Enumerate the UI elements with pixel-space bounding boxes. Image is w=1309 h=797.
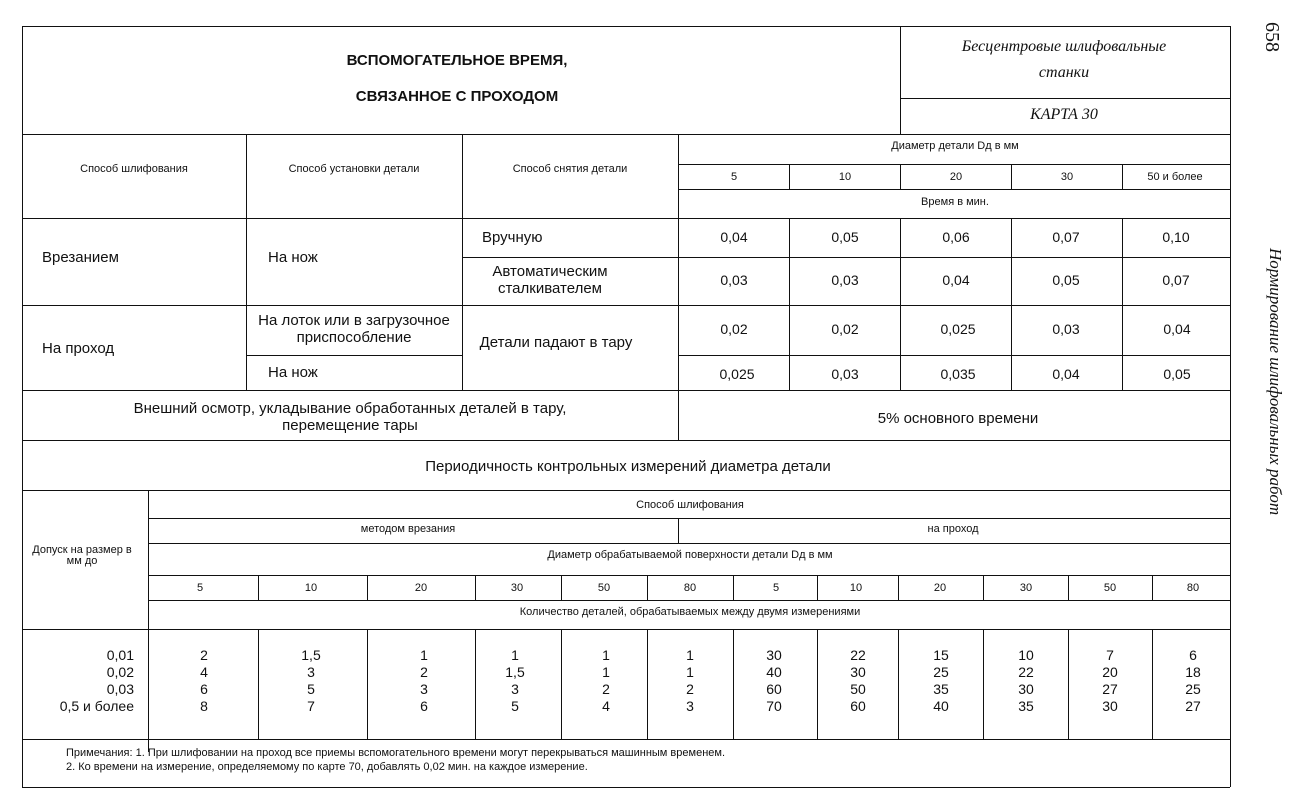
- t1-r2-c1: 0,03: [720, 272, 748, 288]
- t2-cell: 1: [511, 647, 519, 663]
- t1-r1-c2: 0,05: [831, 229, 859, 245]
- t1-r2-c4: 0,05: [1052, 272, 1080, 288]
- t2-d-div-9: [983, 575, 984, 600]
- t2-method-through: на проход: [927, 523, 979, 535]
- t2-cell: 30: [850, 664, 866, 680]
- t2-cell: 25: [1185, 681, 1201, 697]
- t2-cell: 50: [850, 681, 866, 697]
- t2-v-div-3: [475, 629, 476, 739]
- t2-tolerances: [60, 647, 134, 715]
- t2-cell: 6: [200, 681, 208, 697]
- t2-v-div-10: [1068, 629, 1069, 739]
- t1-diameter-10: 10: [838, 171, 852, 183]
- t2-cell: 3: [686, 698, 694, 714]
- t2-count-header: Количество деталей, обрабатываемых между двумя измерениями: [519, 606, 861, 618]
- note-2: 2. Ко времени на измерение, определяемому по карте 70, добавлять 0,02 мин. на каждое измерение.: [66, 761, 588, 773]
- t2-cell: 30: [766, 647, 782, 663]
- t1-r3-c4: 0,03: [1052, 321, 1080, 337]
- t2-cell: 2: [200, 647, 208, 663]
- t1-header-setup: Способ установки детали: [288, 163, 420, 175]
- t2-v-div-1: [258, 629, 259, 739]
- t1-r4-c3: 0,035: [940, 366, 976, 382]
- t2-v-div-11: [1152, 629, 1153, 739]
- t1-header-removal: Способ снятия детали: [512, 163, 628, 175]
- t2-bottom-line: [22, 739, 1230, 740]
- t2-cell: 1,5: [301, 647, 321, 663]
- frame-left-line: [22, 26, 23, 787]
- t1-r3-c5: 0,04: [1163, 321, 1191, 337]
- t2-cell: 4: [200, 664, 208, 680]
- t1-row4-line: [22, 390, 1230, 391]
- t1-col-line-3: [678, 134, 679, 440]
- t2-method-plunge: методом врезания: [360, 523, 456, 535]
- machine-type-line-2: станки: [1038, 64, 1090, 81]
- t2-v-div-2: [367, 629, 368, 739]
- t2-tolerance-divider: [148, 490, 149, 752]
- t2-tolerance-header: Допуск на размер в мм до: [32, 544, 132, 567]
- t2-header-bottom: [22, 629, 1230, 630]
- t2-title-bottom: [22, 490, 1230, 491]
- t2-col-12: [1185, 647, 1201, 715]
- t1-val-div-2: [900, 218, 901, 390]
- t1-removal-auto: Автоматическим сталкивателем: [492, 263, 608, 297]
- t2-d-div-3: [475, 575, 476, 600]
- t2-v-div-7: [817, 629, 818, 739]
- t2-d-div-1: [258, 575, 259, 600]
- t1-r1-c1: 0,04: [720, 229, 748, 245]
- t2-d-div-6: [733, 575, 734, 600]
- t1-hdr-div-4: [1122, 164, 1123, 189]
- t1-r2-c2: 0,03: [831, 272, 859, 288]
- card-divider: [900, 98, 1230, 99]
- title-line-2: СВЯЗАННОЕ С ПРОХОДОМ: [355, 88, 559, 105]
- t2-cell: 1: [686, 647, 694, 663]
- t2-cell: 10: [1018, 647, 1034, 663]
- t1-diameter-50-plus: 50 и более: [1147, 171, 1203, 183]
- t2-col-10: [1018, 647, 1034, 715]
- t2-v-div-4: [561, 629, 562, 739]
- t2-cell: 25: [933, 664, 949, 680]
- t2-d-9: 20: [933, 582, 947, 594]
- t2-method-header: Способ шлифования: [636, 499, 744, 511]
- t1-method-through: На проход: [42, 340, 115, 357]
- t2-d-div-5: [647, 575, 648, 600]
- frame-right-line: [1230, 26, 1231, 787]
- t1-setup-knife-1: На нож: [268, 249, 318, 266]
- t2-cell: 7: [1106, 647, 1114, 663]
- t1-inspection-value: 5% основного времени: [877, 410, 1039, 427]
- t2-cell: 8: [200, 698, 208, 714]
- t2-cell: 15: [933, 647, 949, 663]
- t2-cell: 4: [602, 698, 610, 714]
- t1-r4-c4: 0,04: [1052, 366, 1080, 382]
- t2-cell: 30: [1018, 681, 1034, 697]
- t1-row3-line: [678, 355, 1230, 356]
- t2-d-5: 50: [597, 582, 611, 594]
- t1-r1-c3: 0,06: [942, 229, 970, 245]
- t2-cell: 5: [511, 698, 519, 714]
- t2-col-7: [766, 647, 782, 715]
- t1-r3-c3: 0,025: [940, 321, 976, 337]
- t1-diameter-5: 5: [730, 171, 738, 183]
- t1-hdr-div-1: [789, 164, 790, 189]
- t1-r4-c1: 0,025: [719, 366, 755, 382]
- t1-removal-manual: Вручную: [482, 229, 543, 246]
- t2-d-3: 20: [414, 582, 428, 594]
- t2-cell: 6: [420, 698, 428, 714]
- t1-setup-tray: На лоток или в загрузочное приспособление: [258, 312, 450, 346]
- t2-diameter-header: Диаметр обрабатываемой поверхности детали Dд в мм: [547, 549, 833, 561]
- t2-col-11: [1102, 647, 1118, 715]
- t2-d-div-7: [817, 575, 818, 600]
- header-bottom-line: [22, 134, 1230, 135]
- t1-diameter-30: 30: [1060, 171, 1074, 183]
- t2-cell: 1: [602, 664, 610, 680]
- machine-type-line-1: Бесцентровые шлифовальные: [961, 38, 1167, 55]
- t2-cell: 18: [1185, 664, 1201, 680]
- t1-setup-knife-2: На нож: [268, 364, 318, 381]
- t1-header-bottom: [22, 218, 1230, 219]
- t2-d-11: 50: [1103, 582, 1117, 594]
- t2-col-5: [602, 647, 610, 715]
- t2-cell: 5: [307, 681, 315, 697]
- t2-d-div-4: [561, 575, 562, 600]
- t1-method-plunge: Врезанием: [42, 249, 119, 266]
- t1-setup-split-line: [246, 355, 462, 356]
- t2-tol-1: 0,01: [106, 647, 134, 663]
- t1-col-line-2: [462, 134, 463, 390]
- t2-d-2: 10: [304, 582, 318, 594]
- t2-cell: 22: [850, 647, 866, 663]
- t1-val-div-1: [789, 218, 790, 390]
- t2-cell: 60: [766, 681, 782, 697]
- header-divider: [900, 26, 901, 134]
- t1-time-unit: Время в мин.: [921, 196, 989, 208]
- t1-row2-line: [22, 305, 1230, 306]
- t1-header-method: Способ шлифования: [80, 163, 188, 175]
- t1-r1-c5: 0,10: [1162, 229, 1190, 245]
- t2-method-line: [148, 518, 1230, 519]
- t1-col-line-1: [246, 134, 247, 390]
- t2-d-div-10: [1068, 575, 1069, 600]
- t2-v-div-6: [733, 629, 734, 739]
- t1-r4-c5: 0,05: [1163, 366, 1191, 382]
- t2-cell: 6: [1189, 647, 1197, 663]
- t2-tol-4: 0,5 и более: [59, 698, 134, 714]
- t1-r2-c3: 0,04: [942, 272, 970, 288]
- t2-d-7: 5: [772, 582, 780, 594]
- t2-cell: 30: [1102, 698, 1118, 714]
- t2-col-6: [686, 647, 694, 715]
- t2-cell: 3: [511, 681, 519, 697]
- t2-d-div-8: [898, 575, 899, 600]
- t1-r3-c2: 0,02: [831, 321, 859, 337]
- t2-cell: 22: [1018, 664, 1034, 680]
- t2-col-2: [301, 647, 320, 715]
- t1-bottom-line: [22, 440, 1230, 441]
- t2-method-split: [678, 518, 679, 543]
- t1-r1-c4: 0,07: [1052, 229, 1080, 245]
- t2-d-12: 80: [1186, 582, 1200, 594]
- t2-d-1: 5: [196, 582, 204, 594]
- t2-cell: 7: [307, 698, 315, 714]
- t2-cell: 2: [686, 681, 694, 697]
- t1-diameter-header: Диаметр детали Dд в мм: [891, 140, 1019, 152]
- t2-tol-2: 0,02: [106, 664, 134, 680]
- t2-d-div-2: [367, 575, 368, 600]
- frame-top-line: [22, 26, 1230, 27]
- t1-diameter-20: 20: [949, 171, 963, 183]
- title-line-1: ВСПОМОГАТЕЛЬНОЕ ВРЕМЯ,: [346, 52, 568, 69]
- t2-d-4: 30: [510, 582, 524, 594]
- page-number: 658: [1261, 22, 1283, 52]
- t1-r3-c1: 0,02: [720, 321, 748, 337]
- t1-time-line: [678, 189, 1230, 190]
- t2-col-4: [505, 647, 524, 715]
- t1-val-div-4: [1122, 218, 1123, 390]
- side-running-title: Нормирование шлифовальных работ: [1266, 248, 1285, 516]
- t2-cell: 35: [1018, 698, 1034, 714]
- t2-cell: 2: [420, 664, 428, 680]
- t2-cell: 1: [420, 647, 428, 663]
- t2-cell: 35: [933, 681, 949, 697]
- t2-cell: 2: [602, 681, 610, 697]
- t1-hdr-div-2: [900, 164, 901, 189]
- frame-bottom-line: [22, 787, 1230, 788]
- t2-col-8: [850, 647, 866, 715]
- t2-diam-header-line: [148, 543, 1230, 544]
- t2-cell: 70: [766, 698, 782, 714]
- t2-col-9: [933, 647, 949, 715]
- t1-val-div-3: [1011, 218, 1012, 390]
- t2-cell: 40: [766, 664, 782, 680]
- t1-removal-fall: Детали падают в тару: [479, 334, 633, 351]
- t2-tol-3: 0,03: [106, 681, 134, 697]
- t2-cell: 20: [1102, 664, 1118, 680]
- t2-title: Периодичность контрольных измерений диаметра детали: [425, 458, 831, 475]
- t2-d-8: 10: [849, 582, 863, 594]
- t1-inspection-label: Внешний осмотр, укладывание обработанных деталей в тару, перемещение тары: [133, 400, 567, 434]
- note-1: Примечания: 1. При шлифовании на проход все приемы вспомогательного времени могут перекрываться машинным временем.: [66, 747, 726, 759]
- t2-count-line: [148, 600, 1230, 601]
- t2-cell: 40: [933, 698, 949, 714]
- t1-r2-c5: 0,07: [1162, 272, 1190, 288]
- t1-row1-line: [462, 257, 1230, 258]
- t2-d-div-11: [1152, 575, 1153, 600]
- t1-hdr-div-3: [1011, 164, 1012, 189]
- t2-cell: 3: [307, 664, 315, 680]
- t2-d-10: 30: [1019, 582, 1033, 594]
- t2-cell: 1: [602, 647, 610, 663]
- t2-cell: 3: [420, 681, 428, 697]
- card-number: КАРТА 30: [1030, 106, 1098, 123]
- t2-v-div-8: [898, 629, 899, 739]
- t2-cell: 27: [1102, 681, 1118, 697]
- t2-col-3: [420, 647, 428, 715]
- t2-v-div-5: [647, 629, 648, 739]
- t1-r4-c2: 0,03: [831, 366, 859, 382]
- t2-cell: 1,5: [505, 664, 525, 680]
- t2-cell: 60: [850, 698, 866, 714]
- t2-d-6: 80: [683, 582, 697, 594]
- t1-diam-line: [678, 164, 1230, 165]
- t2-cell: 27: [1185, 698, 1201, 714]
- t2-cell: 1: [686, 664, 694, 680]
- t2-col-1: [200, 647, 208, 715]
- t2-v-div-9: [983, 629, 984, 739]
